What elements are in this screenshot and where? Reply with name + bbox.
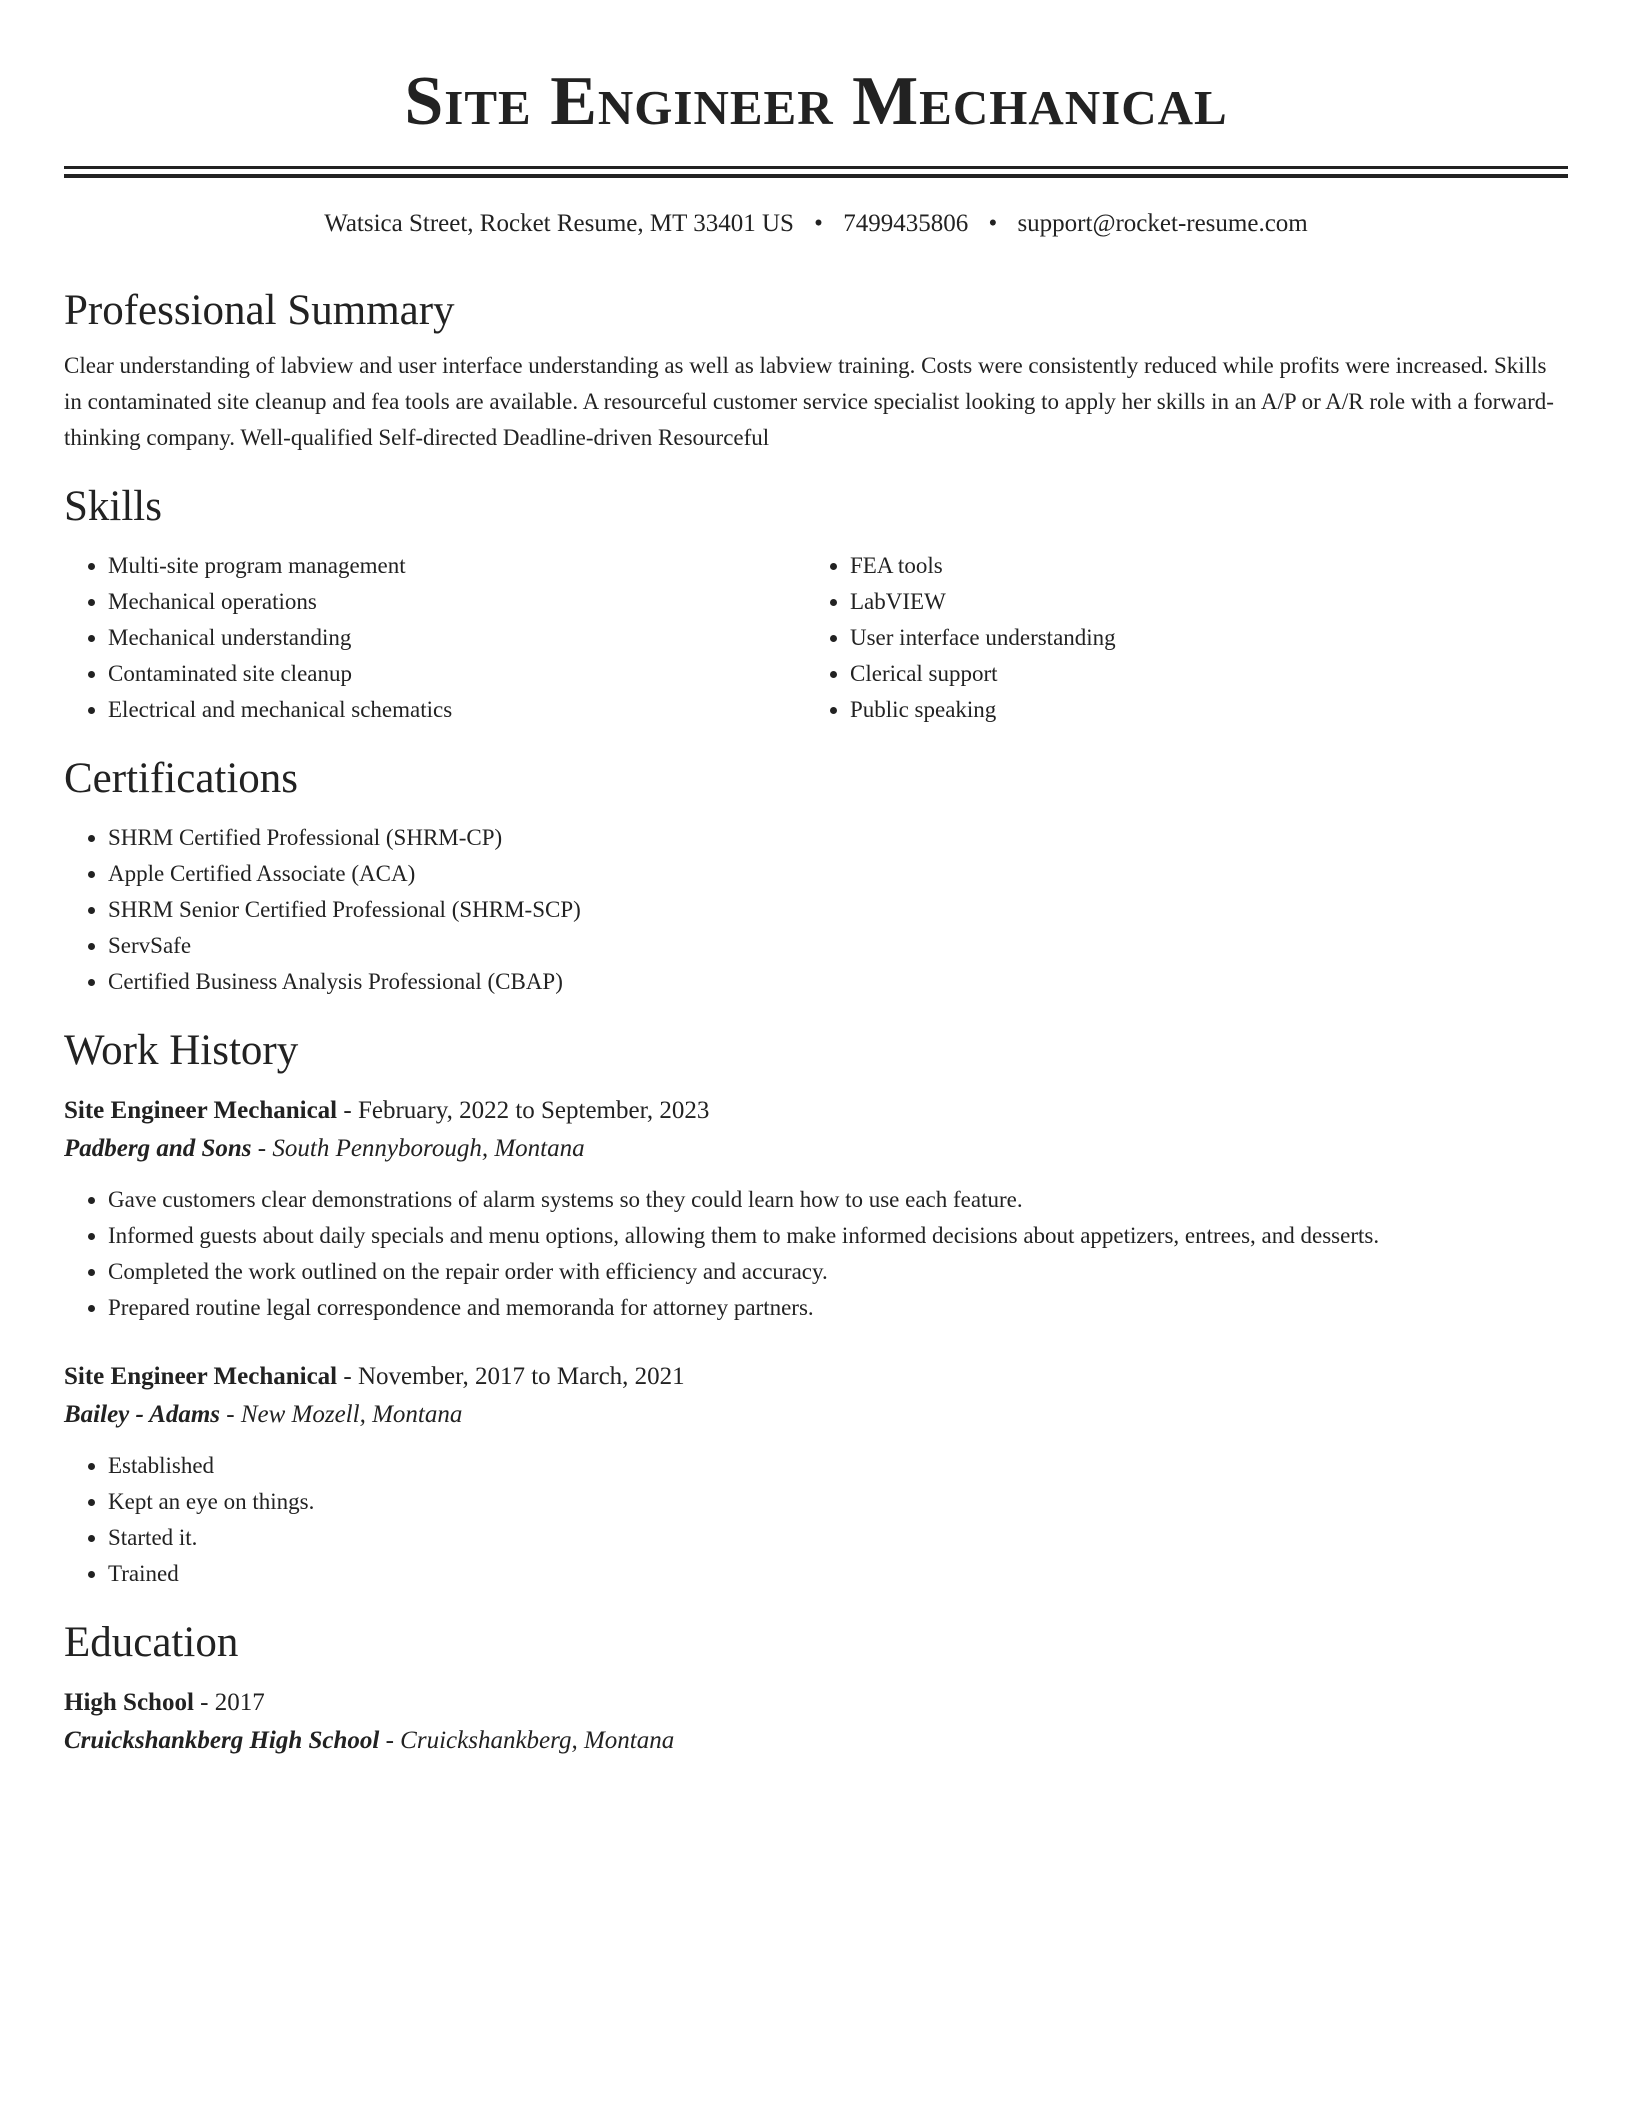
skill-item: • Mechanical understanding: [108, 620, 806, 656]
header-rule-top: [64, 166, 1568, 169]
job-bullets: [64, 1182, 1568, 1326]
education-heading: Education: [64, 1619, 239, 1666]
skills-column-right: [806, 548, 1548, 728]
summary-heading: Professional Summary: [64, 287, 455, 334]
skill-item: • Mechanical operations: [108, 584, 806, 620]
education-year: - 2017: [193, 1689, 265, 1716]
job-entry: [64, 1358, 1568, 1592]
skill-item: • User interface understanding: [850, 620, 1548, 656]
job-location: - South Pennyborough, Montana: [251, 1135, 585, 1162]
job-bullet: • Completed the work outlined on the repair order with efficiency and accuracy.: [108, 1254, 1568, 1290]
certification-item: • ServSafe: [108, 928, 1568, 964]
contact-separator: •: [988, 210, 998, 237]
skill-item: • LabVIEW: [850, 584, 1548, 620]
job-company-line: [64, 1396, 1568, 1434]
contact-email: support@rocket-resume.com: [1017, 210, 1308, 237]
certification-item: • Apple Certified Associate (ACA): [108, 856, 1568, 892]
work-history-heading: Work History: [64, 1027, 299, 1074]
job-location: - New Mozell, Montana: [220, 1401, 463, 1428]
contact-separator: •: [814, 210, 823, 237]
job-bullet: • Trained: [108, 1556, 1568, 1592]
job-company: Bailey - Adams: [64, 1401, 221, 1428]
certification-item: • SHRM Senior Certified Professional (SHRM-SCP): [108, 892, 1568, 928]
job-company: Padberg and Sons: [64, 1135, 252, 1162]
education-degree-line: [64, 1684, 1568, 1722]
skill-item: • Multi-site program management: [108, 548, 806, 584]
certification-item: • SHRM Certified Professional (SHRM-CP): [108, 820, 1568, 856]
resume-page: [64, 0, 1568, 1760]
skills-column-left: [64, 548, 806, 728]
education-school: Cruickshankberg High School: [64, 1727, 380, 1754]
certifications-heading: Certifications: [64, 755, 299, 802]
contact-phone: 7499435806: [843, 210, 969, 237]
job-bullet: • Started it.: [108, 1520, 1568, 1556]
job-title: Site Engineer Mechanical: [64, 1097, 338, 1124]
job-dates: - November, 2017 to March, 2021: [337, 1363, 685, 1390]
job-bullets: [64, 1448, 1568, 1592]
job-title-line: [64, 1092, 1568, 1130]
job-bullet: • Gave customers clear demonstrations of alarm systems so they could learn how to use each feature.: [108, 1182, 1568, 1218]
skill-item: • Contaminated site cleanup: [108, 656, 806, 692]
education-location: - Cruickshankberg, Montana: [379, 1727, 675, 1754]
skills-list: [64, 548, 1568, 728]
certifications-list: [64, 820, 1568, 1000]
job-bullet: • Kept an eye on things.: [108, 1484, 1568, 1520]
education-school-line: [64, 1722, 1568, 1760]
job-bullet: • Established: [108, 1448, 1568, 1484]
skill-item: • Clerical support: [850, 656, 1548, 692]
job-title-line: [64, 1358, 1568, 1396]
job-company-line: [64, 1130, 1568, 1168]
skill-item: • Public speaking: [850, 692, 1548, 728]
job-entry: [64, 1092, 1568, 1326]
job-dates: - February, 2022 to September, 2023: [337, 1097, 710, 1124]
job-bullet: • Prepared routine legal correspondence and memoranda for attorney partners.: [108, 1290, 1568, 1326]
education-degree: High School: [64, 1689, 194, 1716]
job-title: Site Engineer Mechanical: [64, 1363, 338, 1390]
resume-name: Site Engineer Mechanical: [404, 63, 1228, 140]
skill-item: • FEA tools: [850, 548, 1548, 584]
skills-heading: Skills: [64, 483, 162, 530]
job-bullet: • Informed guests about daily specials and menu options, allowing them to make informed decisions about appetizers, entrees, and desserts.: [108, 1218, 1568, 1254]
contact-line: [64, 208, 1568, 240]
contact-address: Watsica Street, Rocket Resume, MT 33401 US: [324, 210, 794, 237]
skill-item: • Electrical and mechanical schematics: [108, 692, 806, 728]
header-rule-bottom: [64, 174, 1568, 178]
summary-text: Clear understanding of labview and user interface understanding as well as labview training. Costs were consistently reduced while profits were increased. Skills in contaminated site cleanup and fea tools are available. A resourceful customer service specialist looking to apply her skills in an A/P or A/R role with a forward-thinking company. Well-qualified Self-directed Deadline-driven Resourceful: [64, 353, 1554, 450]
certification-item: • Certified Business Analysis Professional (CBAP): [108, 964, 1568, 1000]
